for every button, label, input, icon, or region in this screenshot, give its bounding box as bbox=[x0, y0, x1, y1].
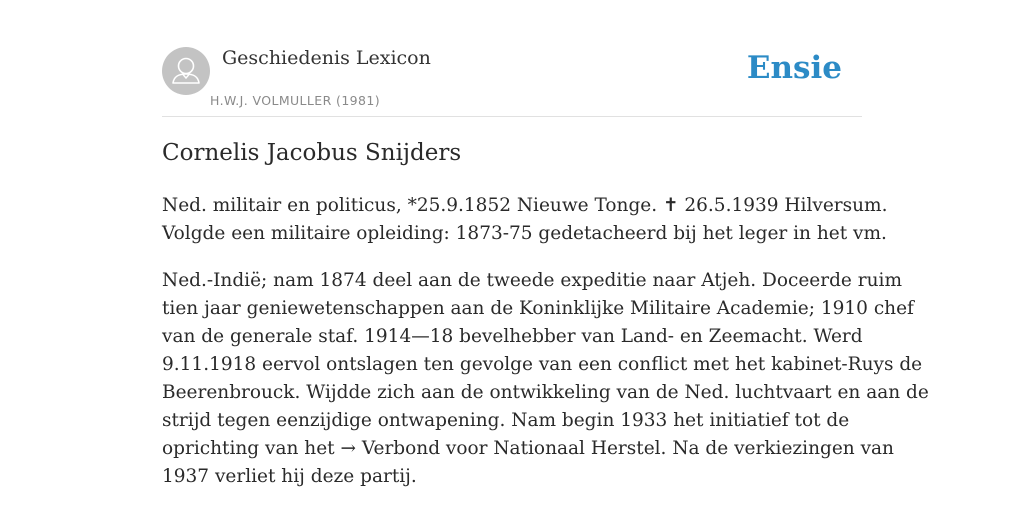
user-avatar-icon bbox=[162, 47, 210, 95]
avatar[interactable] bbox=[162, 47, 210, 95]
lexicon-header bbox=[162, 46, 862, 117]
brand-logo[interactable]: Ensie bbox=[746, 50, 842, 86]
paragraph-line: 9.11.1918 eervol ontslagen ten gevolge van een conflict met het kabinet-Ruys de bbox=[162, 354, 923, 375]
lexicon-title[interactable]: Geschiedenis Lexicon bbox=[222, 47, 431, 69]
paragraph-line: van de generale staf. 1914—18 bevelhebber van Land- en Zeemacht. Werd bbox=[162, 326, 863, 347]
paragraph-line: Volgde een militaire opleiding: 1873-75 gedetacheerd bij het leger in het vm. bbox=[162, 223, 887, 244]
paragraph-line: Ned.-Indië; nam 1874 deel aan de tweede expeditie naar Atjeh. Doceerde ruim bbox=[162, 270, 902, 291]
paragraph-line: strijd tegen eenzijdige ontwapening. Nam begin 1933 het initiatief tot de bbox=[162, 410, 850, 431]
paragraph-line: Ned. militair en politicus, *25.9.1852 Nieuwe Tonge. ✝ 26.5.1939 Hilversum. bbox=[162, 195, 888, 216]
article-title: Cornelis Jacobus Snijders bbox=[162, 140, 462, 166]
paragraph-line: Beerenbrouck. Wijdde zich aan de ontwikkeling van de Ned. luchtvaart en aan de bbox=[162, 382, 929, 403]
article-paragraph-2 bbox=[162, 267, 929, 491]
paragraph-line: tien jaar geniewetenschappen aan de Koninklijke Militaire Academie; 1910 chef bbox=[162, 298, 914, 319]
paragraph-line: oprichting van het → Verbond voor Nationaal Herstel. Na de verkiezingen van bbox=[162, 438, 894, 459]
paragraph-line: 1937 verliet hij deze partij. bbox=[162, 466, 417, 487]
author-credit[interactable]: H.W.J. VOLMULLER (1981) bbox=[210, 93, 381, 108]
article-paragraph-1 bbox=[162, 192, 888, 248]
